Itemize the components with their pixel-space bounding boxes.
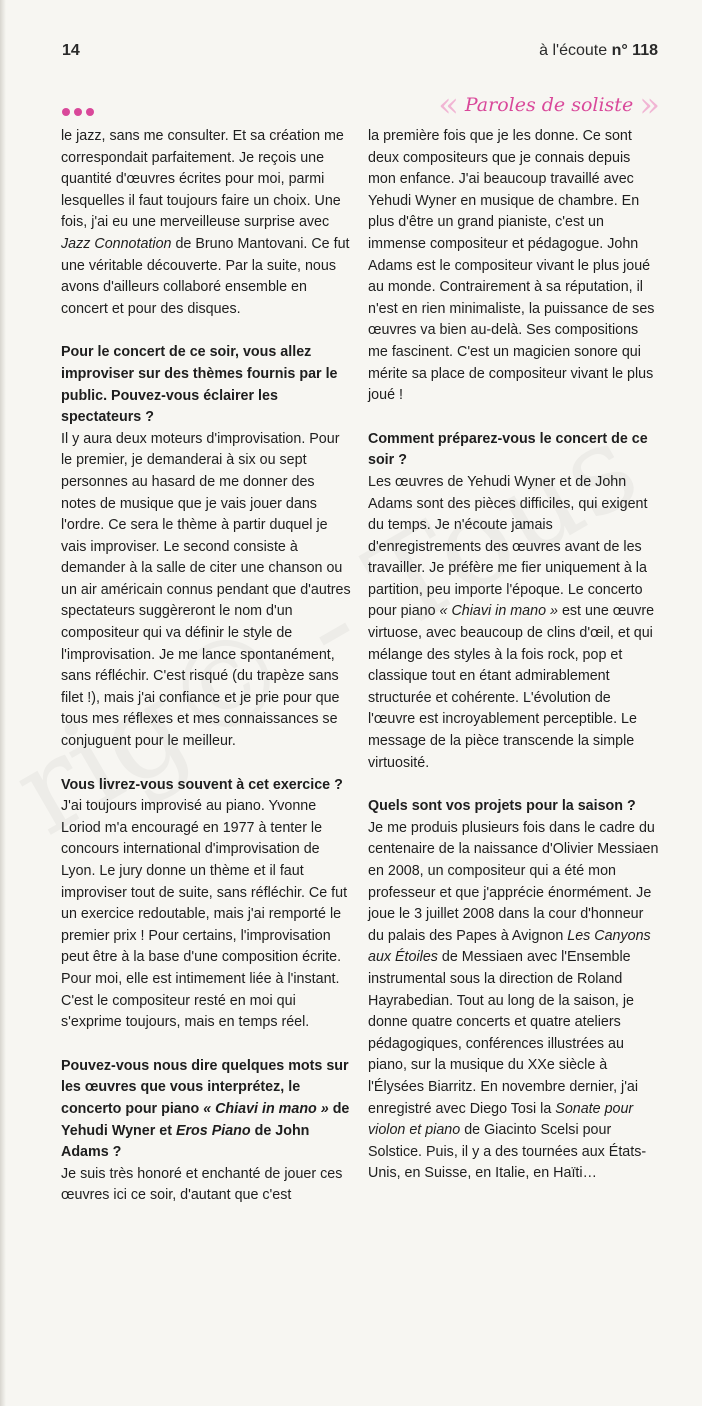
answer-paragraph: Je me produis plusieurs fois dans le cadre du centenaire de la naissance d'Olivier Messiaen en 2008, un compositeur qui a été mon professeur et que j'apprécie énormément. Je joue le 3 juillet 2008 dans la cour d'honneur du palais des Papes à Avignon Les Canyons aux Étoiles de Messiaen avec l'Ensemble instrumental sous la direction de Roland Hayrabedian. Tout au long de la saison, je donne quatre concerts et quatre ateliers pédagogiques, conférences illustrées au piano, sur la musique du XXe siècle à l'Élysées Biarritz. En novembre dernier, j'ai enregistré avec Diego Tosi la Sonate pour violon et piano de Giacinto Scelsi pour Solstice. Puis, il y a des tournées aux États-Unis, en Suisse, en Italie, en Haïti… [368, 819, 659, 1182]
answer-paragraph: Je suis très honoré et enchanté de jouer ces œuvres ici ce soir, d'autant que c'est [61, 1165, 343, 1204]
left-column [61, 126, 353, 1207]
page-edge [0, 0, 6, 1406]
answer-paragraph: la première fois que je les donne. Ce sont deux compositeurs que je connais depuis mon enfance. J'ai beaucoup travaillé avec Yehudi Wyner en musique de chambre. En plus d'être un grand pianiste, c'est un immense compositeur et pédagogue. John Adams est le compositeur vivant le plus joué au monde. Contrairement à sa réputation, il n'est en rien minimaliste, la puissance de ses œuvres va bien au-delà. Ses compositions me fascinent. C'est un magicien sonore qui mérite sa place de compositeur vivant le plus joué ! [368, 128, 655, 404]
section-dots-icon [62, 108, 94, 116]
answer-paragraph: le jazz, sans me consulter. Et sa création me correspondait parfaitement. Je reçois une quantité d'œuvres écrites pour moi, parmi lesquelles il faut toujours faire un choix. Une fois, j'ai eu une merveilleuse surprise avec Jazz Connotation de Bruno Mantovani. Ce fut une véritable découverte. Par la suite, nous avons d'ailleurs collaboré ensemble en concert et pour des disques. [61, 128, 350, 317]
answer-paragraph: J'ai toujours improvisé au piano. Yvonne Loriod m'a encouragé en 1977 à tenter le concours international d'improvisation de Lyon. Le jury donne un thème et il faut improviser tout de suite, sans réfléchir. Ce fut un exercice redoutable, mais j'ai remporté le premier prix ! Pour certains, l'improvisation peut être à la base d'une composition écrite. Pour moi, elle est intimement liée à l'instant. C'est le compositeur resté en moi qui s'exprime toujours, mais en temps réel. [61, 798, 348, 1031]
question-heading: Quels sont vos projets pour la saison ? [368, 798, 636, 815]
rubric-title: Paroles de soliste [464, 94, 634, 116]
question-heading: Comment préparez-vous le concert de ce soir ? [368, 430, 648, 469]
page-number: 14 [62, 42, 80, 59]
issue-label [539, 42, 658, 60]
rubric-close-quote: » [639, 85, 660, 125]
rubric-banner [438, 85, 660, 125]
issue-number: n° 118 [611, 42, 658, 59]
rubric-open-quote: « [438, 85, 459, 125]
question-heading: Pour le concert de ce soir, vous allez improviser sur des thèmes fournis par le public. Pouvez-vous éclairer les spectateurs ? [61, 344, 338, 426]
question-heading: Vous livrez-vous souvent à cet exercice ? [61, 776, 343, 793]
answer-paragraph: Il y aura deux moteurs d'improvisation. Pour le premier, je demanderai à six ou sept personnes au hasard de me donner des notes de musique que je vais jouer dans l'ordre. Ce sera le thème à partir duquel je vais improviser. Le second consiste à demander à la salle de citer une chanson ou un air américain connus pendant que d'autres spectateurs suggèreront le nom d'un compositeur qui va définir le style de l'improvisation. Je me lance spontanément, sans réfléchir. C'est risqué (du trapèze sans filet !), mais j'ai confiance et je prie pour que tous mes réflexes et mes connaissances se conjuguent pour le meilleur. [61, 430, 351, 750]
right-column [368, 126, 660, 1185]
answer-paragraph: Les œuvres de Yehudi Wyner et de John Adams sont des pièces difficiles, qui exigent du temps. Je n'écoute jamais d'enregistrements des œuvres avant de les travailler. Je préfère me fier uniquement à la partition, peu importe l'époque. Le concerto pour piano « Chiavi in mano » est une œuvre virtuose, avec beaucoup de clins d'œil, et qui mélange des styles à la fois rock, pop et classique tout en étant admirablement structurée et cohérente. L'évolution de l'œuvre est incroyablement perceptible. Le message de la pièce transcende la simple virtuosité. [368, 473, 655, 771]
issue-prefix: à l'écoute [539, 42, 608, 59]
question-heading: Pouvez-vous nous dire quelques mots sur les œuvres que vous interprétez, le concerto pour piano « Chiavi in mano » de Yehudi Wyner et Eros Piano de John Adams ? [61, 1057, 350, 1161]
